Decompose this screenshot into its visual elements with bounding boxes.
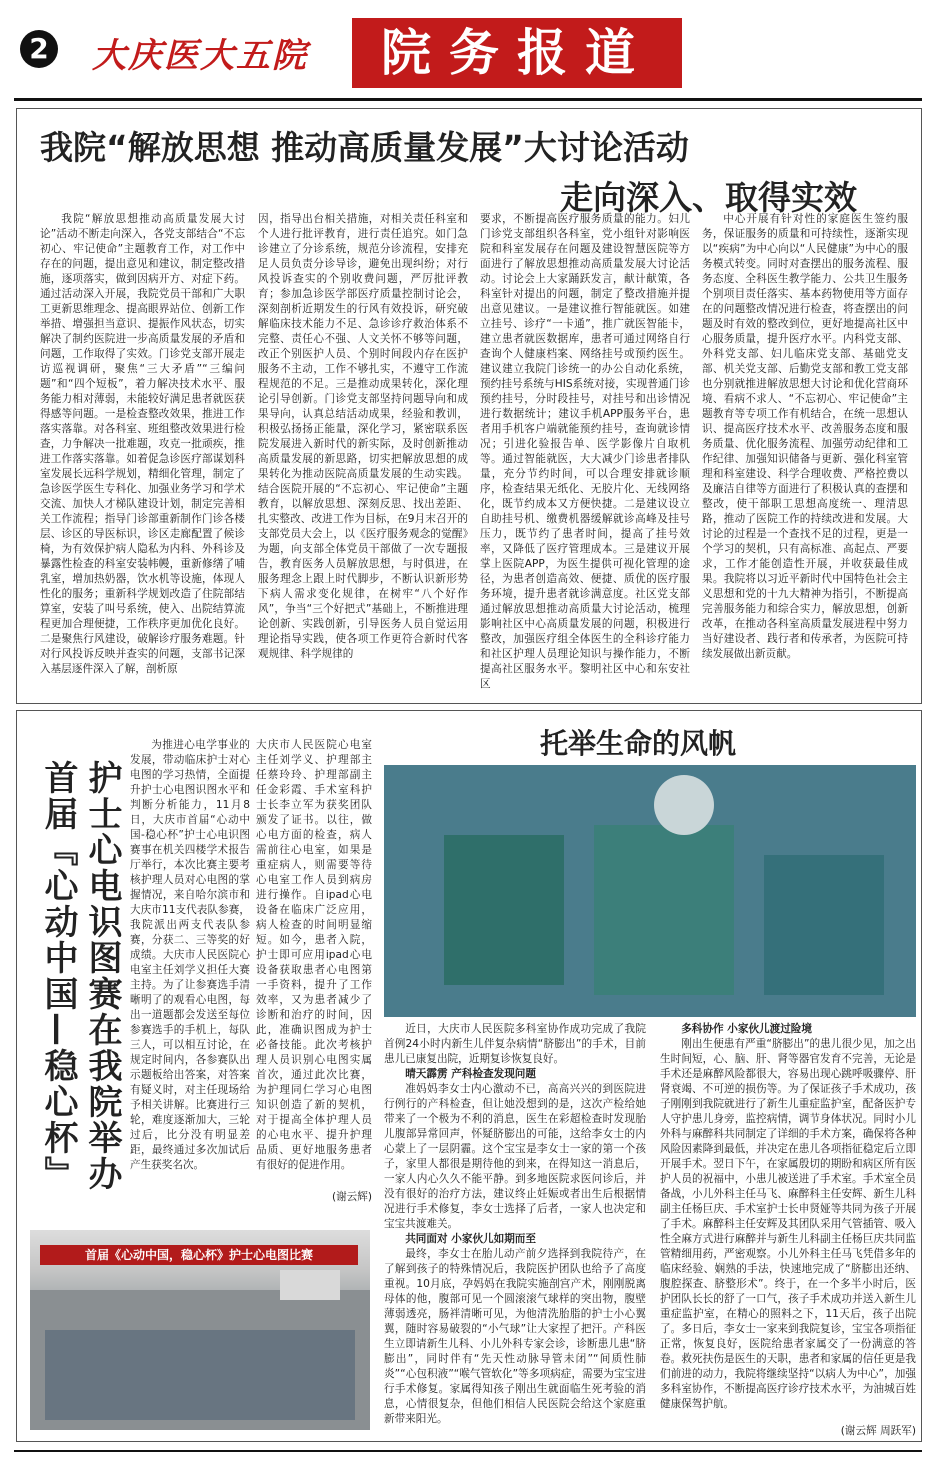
paragraph: 近日，大庆市人民医院多科室协作成功完成了我院首例24小时内新生儿伴复杂病情“脐膨出”的手术，目前患儿已康复出院，近期复诊恢复良好。 [384, 1023, 646, 1065]
credit: (谢云辉) [331, 1191, 372, 1203]
paragraph: 为推进心电学事业的发展，带动临床护士对心电图的学习热情，全面提升护士心电图识图水平和判断分析能力，11月8日，大庆市首届“心动中国-稳心杯”护士心电识图赛事在机关四楼学术报告厅举行，本次比赛主要考核护理人员对心电图的掌握情况，来自哈尔滨市和大庆市11支代表队参赛，我院派出两支代表队参赛，分获二、三等奖的好成绩。大庆市人民医院心电室主任刘学义担任大赛主持。为了让参赛选手清晰明了的观看心电图，每出一道题都会发送至每位参赛选手的手机上，每队三人，可以相互讨论，在规定时间内，各参赛队出示题板给出答案，对答案有疑义时，对主任现场给予相关讲解。比赛进行三轮，难度逐渐加大，三轮过后，比分没有明显差距，最终通过多次加试后产生获奖名次。 [130, 739, 250, 1171]
paragraph: 我院“解放思想推动高质量发展大讨论”活动不断走向深入，各党支部结合“不忘初心、牢记使命”主题教育工作，对工作中存在的问题，提出意见和建议，制定整改措施，逐项落实，做到因病开方、对症下药。通过活动深入开展，我院党员干部和广大职工更新思维理念、提高眼界站位、创新工作举措、增强担当意识、提振作风状态，切实解决了制约医院进一步高质量发展的矛盾和问题，工作取得了实效。门诊党支部开展走访巡视调研，聚焦“三大矛盾”“三编问题”和“四个短板”，着力解决技术水平、服务能力相对薄弱，未能较好满足患者就医获得感等问题。一是检查整改效果，推进工作落实落靠。对各科室、班组整改效果进行检查，力争解决一批难题，攻克一批顽疾，推进工作落实落靠。如着促急诊医疗部谋划科室发展长远科学规划，精细化管理，制定了急诊医学医生专科化、加强业务学习和学术交流、加快人才梯队建设计划，制定完善相关工作流程；指导门诊部重新制作门诊各楼层、诊区的导医标识，诊区走廊配置了候诊椅，为有效保护病人隐私为内科、外科诊及暴露性检查的科室安装帏幔，重新修缮了哺乳室，增加热奶器，饮水机等设施，体现人性化的服务；重新科学规划改造了住院部结算室，安装了叫号系统，使入、出院结算流程更加合理便捷，工作秩序更加优化良好。二是聚焦行风建设，破解诊疗服务难题。针对行风投诉反映并查实的问题，支部书记深入基层逐件深入了解，剖析原 [40, 213, 245, 675]
paragraph: 因，指导出台相关措施，对相关责任科室和个人进行批评教育，进行责任追究。如门急诊建立了分诊系统，规范分诊流程，安排充足人员负责分诊导诊，避免出现纠纷；对行风投诉查实的个别收费问题，严厉批评教育；参加急诊医学部医疗质量控制讨论会，深刻剖析近期发生的行风有效投诉，研究破解临床技术能力不足、急诊诊疗救治体系不完整、责任心不强、人文关怀不够等问题，改正个别医护人员、个别时间段内存在医护服务不主动，工作不够扎实，不遵守工作流程规范的不足。三是推动成果转化，深化理论引导创新。门诊党支部坚持问题导向和成果导向，认真总结活动成果，经验和教训，积极弘扬扬正能量，深化学习，紧密联系医院发展进入新时代的新实际，及时创新推动高质量发展的新思路，切实把解放思想的成果转化为推动医院高质量发展的生动实践。结合医院开展的“不忘初心、牢记使命”主题教育，以解放思想、深刻反思、找出差距、扎实整改、改进工作为目标，在9月末召开的支部党员大会上，以《医疗服务观念的觉醒》为题，向支部全体党员干部做了一次专题报告，教育医务人员解放思想，与时俱进，在服务理念上跟上时代脚步，不断认识新形势下病人需求变化规律，在树牢“八个好作风”，争当“三个好把式”基础上，不断推进理论创新、实践创新，引导医务人员自觉运用理论指导实践，使各项工作更符合新时代客观规律、科学规律的 [258, 213, 468, 660]
subheading: 共同面对 小家伙儿如期而至 [405, 1233, 536, 1245]
article-column [660, 1022, 916, 1422]
surgery-photo [384, 765, 916, 1017]
subheading: 多科协作 小家伙儿渡过险境 [681, 1023, 812, 1035]
surgery-photo-illustration [384, 765, 916, 1017]
article-title-line1: 我院“解放思想 推动高质量发展”大讨论活动 [40, 128, 689, 167]
paragraph: 刚出生便患有严重“脐膨出”的患儿很少见，加之出生时间短，心、脑、肝、肾等器官发育不完善，无论是手术还是麻醉风险都很大，容易出现心跳呼吸骤停、肝肾衰竭、不可逆的损伤等。为了保证孩子手术成功，孩子刚刚到我院就进行了新生儿重症监护室，配备医护专人守护患儿身旁，监控病情，调节身体状况。同时小儿外科与麻醉科共同制定了详细的手术方案，确保将各种风险因素降到最低，并决定在患儿各项指征稳定后立即开展手术。翌日下午，在家属殷切的期盼和病区所有医护人员的祝福中，小患儿被送进了手术室。手术室全员备战，小儿外科主任马飞、麻醉科主任安辉、新生儿科副主任杨巨庆、手术室护士长申贤娅等共同为孩子开展了手术。麻醉科主任安辉及其团队采用气管插管、吸入性全麻方式进行麻醉并与新生儿科副主任杨巨庆共同监管精细用药，严密观察。小儿外科主任马飞凭借多年的临床经验、娴熟的手法，快速地完成了“脐膨出还纳、腹腔探查、脐整形术”。终于，在一个多半小时后，医护团队长长的舒了一口气，孩子手术成功并送入新生儿重症监护室，在精心的照料之下，11天后，孩子出院了。多日后，李女士一家来到我院复诊，宝宝各项指征正常，恢复良好，医院给患者家属交了一份满意的答卷。救死扶伤是医生的天职，患者和家属的信任更是我们前进的动力，我院将继续坚持“以病人为中心”，加强多科室协作，不断提高医疗诊疗技术水平，为油城百姓健康保驾护航。 [660, 1038, 916, 1410]
article-column [258, 212, 468, 692]
footer-rule [14, 1450, 922, 1452]
subheading: 晴天霹雳 产科检查发现问题 [405, 1068, 536, 1080]
article-column [40, 212, 245, 692]
paragraph: 大庆市人民医院心电室主任刘学义、护理部主任蔡玲玲、护理部副主任金彩霞、手术室科护士长李立军为获奖团队颁发了证书。以往，做心电方面的检查，病人需前往心电室，如果是重症病人，则需要等待心电室工作人员到病房进行操作。自ipad心电设备在临床广泛应用，病人检查的时间明显缩短。如今，患者入院，护士即可应用ipad心电设备获取患者心电图第一手资料，提升了工作效率，又为患者减少了诊断和治疗的时间，因此，准确识图成为护士必备技能。此次考核护理人员识别心电图实属首次，通过此次比赛，为护理同仁学习心电图知识创造了新的契机，对于提高全体护理人员的心电水平、提升护理品质、更好地服务患者有很好的促进作用。 [256, 739, 372, 1171]
article-column [130, 738, 250, 1208]
banner-stand [280, 1270, 340, 1300]
newspaper-name: 大庆医大五院 [92, 36, 308, 76]
article-title-surgery: 托举生命的风帆 [540, 727, 737, 760]
article-column [480, 212, 690, 692]
article-title-vertical: 护士心电识图赛在我院举办首届『心动中国—稳心杯』 [38, 760, 122, 1192]
article-column [702, 212, 908, 692]
surgeon-figure [594, 825, 734, 995]
surgeon-figure [444, 835, 564, 985]
page-number: 2 [20, 30, 58, 68]
people-row [45, 1330, 355, 1420]
article-column [384, 1022, 646, 1438]
paragraph: 中心开展有针对性的家庭医生签约服务，保证服务的质量和可持续性，逐渐实现以“疾病”为中心向以“人民健康”为中心的服务模式转变。同时对查摆出的服务流程、服务态度、全科医生教学能力、公共卫生服务个别项目责任落实、基本药物使用等方面存在的问题整改情况进行检查，将查摆出的问题及时有效的整改到位，更好地提高社区中心服务质量，提升医疗水平。内科党支部、外科党支部、妇儿临床党支部、基础党支部、机关党支部、后勤党支部和教工党支部也分别就推进解放思想大讨论和优化营商环境、看病不求人、“不忘初心、牢记使命”主题教育等专项工作有机结合，在统一思想认识、提高医疗技术水平、改善服务态度和服务质量、优化服务流程、加强劳动纪律和工作纪律、加强知识储备与更新、强化科室管理和科室建设、科学合理收费、严格控费以及廉洁自律等方面进行了积极认真的查摆和整改，使干部职工思想高度统一、理清思路，推动了医院工作的持续改进和发展。大讨论的过程是一个查找不足的过程，更是一个学习的契机，只有高标准、高起点、严要求，工作才能创造性开展，并收获最佳成果。我院将以习近平新时代中国特色社会主义思想和党的十九大精神为指引，不断提高完善服务能力和综合实力，解放思想，创新改革，在推动各科室高质量发展进程中努力当好建设者、践行者和传承者，为医院可持续发展做出新贡献。 [702, 213, 908, 660]
header-rule [14, 98, 922, 101]
paragraph: 要求，不断提高医疗服务质量的能力。妇儿门诊党支部组织各科室，党小组针对影响医院和科室发展存在问题及建设智慧医院等方面进行了解放思想推动高质量发展大讨论活动。讨论会上大家踊跃发言，献计献策，各科室针对提出的问题，制定了整改措施并提出意见建议。一是建议推行智能就医。如建立挂号、诊疗“一卡通”，推广就医智能卡，建立患者就医数据库，患者可通过网络自行查询个人健康档案、网络挂号或预约医生。建议建立我院门诊统一的办公自动化系统，预约挂号系统与HIS系统对接，实现普通门诊预约挂号，分时段挂号，对挂号和出诊情况进行数据统计；建议手机APP服务平台，患者用手机客户端就能预约挂号，查询就诊情况；引进化验报告单、医学影像片自取机等。通过智能就医，大大减少门诊患者排队量，充分节约时间，可以合理安排就诊顺序，检查结果无纸化、无胶片化、无线网络化，既节约成本又方便快捷。二是建议设立自助挂号机、缴费机器缓解就诊高峰及挂号压力，既节约了患者时间，提高了挂号效率，又降低了医疗管理成本。三是建议开展掌上医院APP，为医生提供可视化管理的途径，为患者创造高效、便捷、质优的医疗服务环境，提升患者就诊满意度。社区党支部通过解放思想推动高质量大讨论活动，梳理影响社区中心高质量发展的问题，积极进行整改，加强医疗组全体医生的全科诊疗能力和社区护理人员理论知识与操作能力，不断提高社区服务水平。黎明社区中心和东安社区 [480, 213, 690, 690]
paragraph: 最终，李女士在胎儿动产前夕选择到我院待产，在了解到孩子的特殊情况后，我院医护团队也给予了高度重视。10月底，孕妈妈在我院实施剖宫产术，刚刚脱离母体的他，腹部可见一个圆滚滚气球样的突出物，腹壁薄弱透亮，肠袢清晰可见，为他清洗胎脂的护士小心翼翼，随时容易破裂的“小气球”让大家捏了把汗。产科医生立即请新生儿科、小儿外科专家会诊，诊断患儿患“脐膨出”，同时伴有“先天性动脉导管未闭”“间质性肺炎”“心包积液”“喉气管软化”等多项病症，需要为宝宝进行手术修复。家属得知孩子刚出生就面临生死考验的消息，心情很复杂，但他们相信人民医院会给这个家庭重新带来阳光。 [384, 1248, 646, 1425]
nurse-figure [764, 855, 884, 995]
article-column [256, 738, 372, 1188]
surgical-light [654, 775, 714, 835]
section-title: 院务报道 [352, 18, 682, 88]
paragraph: 准妈妈李女士内心激动不已，高高兴兴的到医院进行例行的产科检查，但让她没想到的是，这次产检给她带来了一个极为不利的消息，医生在彩超检查时发现胎儿腹部异常回声，怀疑脐膨出的可能，这给李女士的内心蒙上了一层阴霾。这个宝宝是李女士一家的第一个孩子，家里人都很是期待他的到来，在得知这一消息后，一家人内心久久不能平静。到多地医院求医问诊后，并没有很好的治疗方法，建议终止妊娠或者出生后根据情况进行手术修复，李女士选择了后者，一家人也决定和宝宝共渡难关。 [384, 1083, 646, 1230]
contest-banner: 首届《心动中国，稳心杯》护士心电图比赛 [40, 1245, 358, 1265]
article-title-line2: 走向深入、取得实效 [560, 178, 857, 217]
credit: (谢云辉 周跃军) [840, 1425, 916, 1437]
